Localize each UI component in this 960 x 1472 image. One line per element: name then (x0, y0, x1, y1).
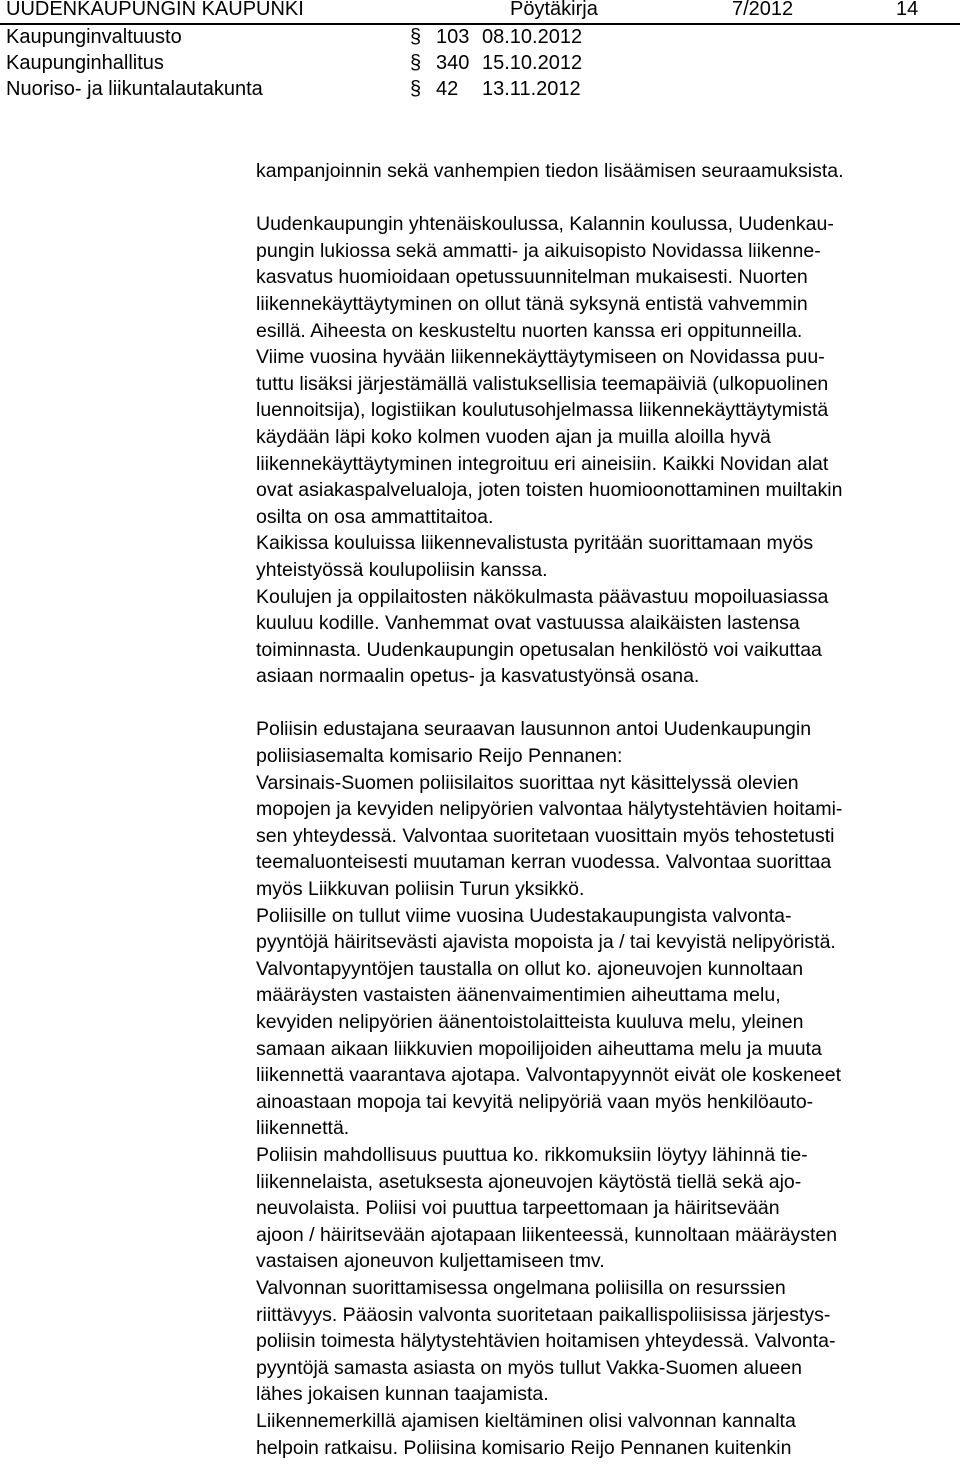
section-symbol: § (410, 26, 422, 48)
text-line: Kaikissa kouluissa liikennevalistusta pyritään suorittamaan myös (256, 532, 814, 555)
text-line: Varsinais-Suomen poliisilaitos suorittaa nyt käsittelyssä olevien (256, 771, 799, 794)
text-line: Poliisille on tullut viime vuosina Uudestakaupungista valvonta- (256, 904, 792, 927)
text-line: liikennelaista, asetuksesta ajoneuvojen käytöstä tiellä sekä ajo- (256, 1170, 802, 1193)
meeting-body: Kaupunginhallitus (6, 52, 164, 74)
text-line: määräysten vastaisten äänenvaimentimien aiheuttama melu, (256, 984, 781, 1007)
text-line: mopojen ja kevyiden nelipyörien valvontaa hälytystehtävien hoitami- (256, 798, 843, 821)
meeting-date: 15.10.2012 (482, 52, 583, 74)
meeting-row (0, 24, 960, 50)
text-line: liikennekäyttäytyminen on ollut tänä syksynä entistä vahvemmin (256, 292, 808, 315)
text-line: samaan aikaan liikkuvien mopoilijoiden aiheuttama melu ja muuta (256, 1037, 822, 1060)
text-line: liikennettä. (256, 1117, 350, 1140)
document-body (256, 158, 946, 1461)
text-line: poliisin toimesta hälytystehtävien hoitamisen yhteydessä. Valvonta- (256, 1330, 836, 1353)
text-line: liikennekäyttäytyminen integroituu eri aineisiin. Kaikki Novidan alat (256, 452, 829, 475)
text-line: Poliisin mahdollisuus puuttua ko. rikkomuksiin löytyy lähinnä tie- (256, 1143, 808, 1166)
meeting-row (0, 50, 960, 76)
paragraph-gap (256, 690, 946, 717)
text-line: luennoitsija), logistiikan koulutusohjelmassa liikennekäyttäytymistä (256, 399, 829, 422)
text-line: asiaan normaalin opetus- ja kasvatustyönsä osana. (256, 665, 700, 688)
meeting-body: Kaupunginvaltuusto (6, 26, 182, 48)
text-line: teemaluonteisesti muutaman kerran vuodessa. Valvontaa suorittaa (256, 851, 832, 874)
text-line: kampanjoinnin sekä vanhempien tiedon lisäämisen seuraamuksista. (256, 160, 844, 182)
text-line: kasvatus huomioidaan opetussuunnitelman mukaisesti. Nuorten (256, 266, 808, 289)
text-line: ajoon / häiritsevään ajotapaan liikenteessä, kunnoltaan määräysten (256, 1223, 838, 1246)
text-line: käydään läpi koko kolmen vuoden ajan ja muilla aloilla hyvä (256, 425, 771, 448)
text-line: neuvolaista. Poliisi voi puuttua tarpeettomaan ja häiritsevään (256, 1197, 780, 1220)
text-line: Viime vuosina hyvään liikennekäyttäytymiseen on Novidassa puu- (256, 346, 825, 369)
page-number: 14 (896, 0, 919, 20)
text-line: riittävyys. Pääosin valvonta suoritetaan paikallispoliisissa järjestys- (256, 1303, 831, 1326)
text-line: poliisiasemalta komisario Reijo Pennanen: (256, 745, 623, 768)
section-number: 103 (436, 26, 470, 48)
text-line: Valvonnan suorittamisessa ongelmana poliisilla on resurssien (256, 1276, 786, 1299)
document-issue: 7/2012 (732, 0, 794, 20)
text-line: vastaisen ajoneuvon kuljettamiseen tmv. (256, 1250, 605, 1273)
text-line: myös Liikkuvan poliisin Turun yksikkö. (256, 878, 585, 901)
text-line: ainoastaan mopoja tai kevyitä nelipyöriä vaan myös henkilöauto- (256, 1090, 814, 1113)
section-symbol: § (410, 52, 422, 74)
text-line: tuttu lisäksi järjestämällä valistuksellisia teemapäiviä (ulkopuolinen (256, 372, 829, 395)
section-number: 42 (436, 78, 459, 100)
text-line: helpoin ratkaisu. Poliisina komisario Reijo Pennanen kuitenkin (256, 1436, 792, 1459)
text-line: pyyntöjä samasta asiasta on myös tullut Vakka-Suomen alueen (256, 1356, 802, 1379)
meeting-row (0, 76, 960, 102)
organization-name: UUDENKAUPUNGIN KAUPUNKI (6, 0, 304, 20)
text-line: liikennettä vaarantava ajotapa. Valvontapyynnöt eivät ole koskeneet (256, 1064, 842, 1087)
document-type: Pöytäkirja (510, 0, 598, 20)
section-symbol: § (410, 78, 422, 100)
meeting-body: Nuoriso- ja liikuntalautakunta (6, 78, 263, 100)
text-line: lähes jokaisen kunnan taajamista. (256, 1383, 549, 1406)
text-line: toiminnasta. Uudenkaupungin opetusalan henkilöstö voi vaikuttaa (256, 638, 822, 661)
text-line: kuuluu kodille. Vanhemmat ovat vastuussa alaikäisten lastensa (256, 612, 800, 635)
text-line: pyyntöjä häiritsevästi ajavista mopoista ja / tai kevyistä nelipyöristä. (256, 931, 836, 954)
text-line: osilta on osa ammattitaitoa. (256, 505, 494, 528)
text-line: kevyiden nelipyörien äänentoistolaitteista kuuluva melu, yleinen (256, 1011, 804, 1033)
text-line: pungin lukiossa sekä ammatti- ja aikuisopisto Novidassa liikenne- (256, 239, 821, 262)
meeting-date: 08.10.2012 (482, 26, 583, 48)
section-number: 340 (436, 52, 470, 74)
text-line: sen yhteydessä. Valvontaa suoritetaan vuosittain myös tehostetusti (256, 824, 835, 847)
text-line: Koulujen ja oppilaitosten näkökulmasta päävastuu mopoiluasiassa (256, 585, 829, 608)
text-line: Poliisin edustajana seuraavan lausunnon antoi Uudenkaupungin (256, 718, 812, 741)
text-line: esillä. Aiheesta on keskusteltu nuorten kanssa eri oppitunneilla. (256, 319, 803, 342)
text-line: Liikennemerkillä ajamisen kieltäminen olisi valvonnan kannalta (256, 1409, 796, 1432)
text-line: yhteistyössä koulupoliisin kanssa. (256, 558, 548, 581)
paragraph-gap (256, 185, 946, 212)
text-line: ovat asiakaspalvelualoja, joten toisten huomioonottaminen muiltakin (256, 479, 843, 502)
text-line: Valvontapyyntöjen taustalla on ollut ko. ajoneuvojen kunnoltaan (256, 957, 804, 980)
meeting-date: 13.11.2012 (482, 78, 581, 100)
text-line: Uudenkaupungin yhtenäiskoulussa, Kalannin koulussa, Uudenkau- (256, 213, 834, 236)
